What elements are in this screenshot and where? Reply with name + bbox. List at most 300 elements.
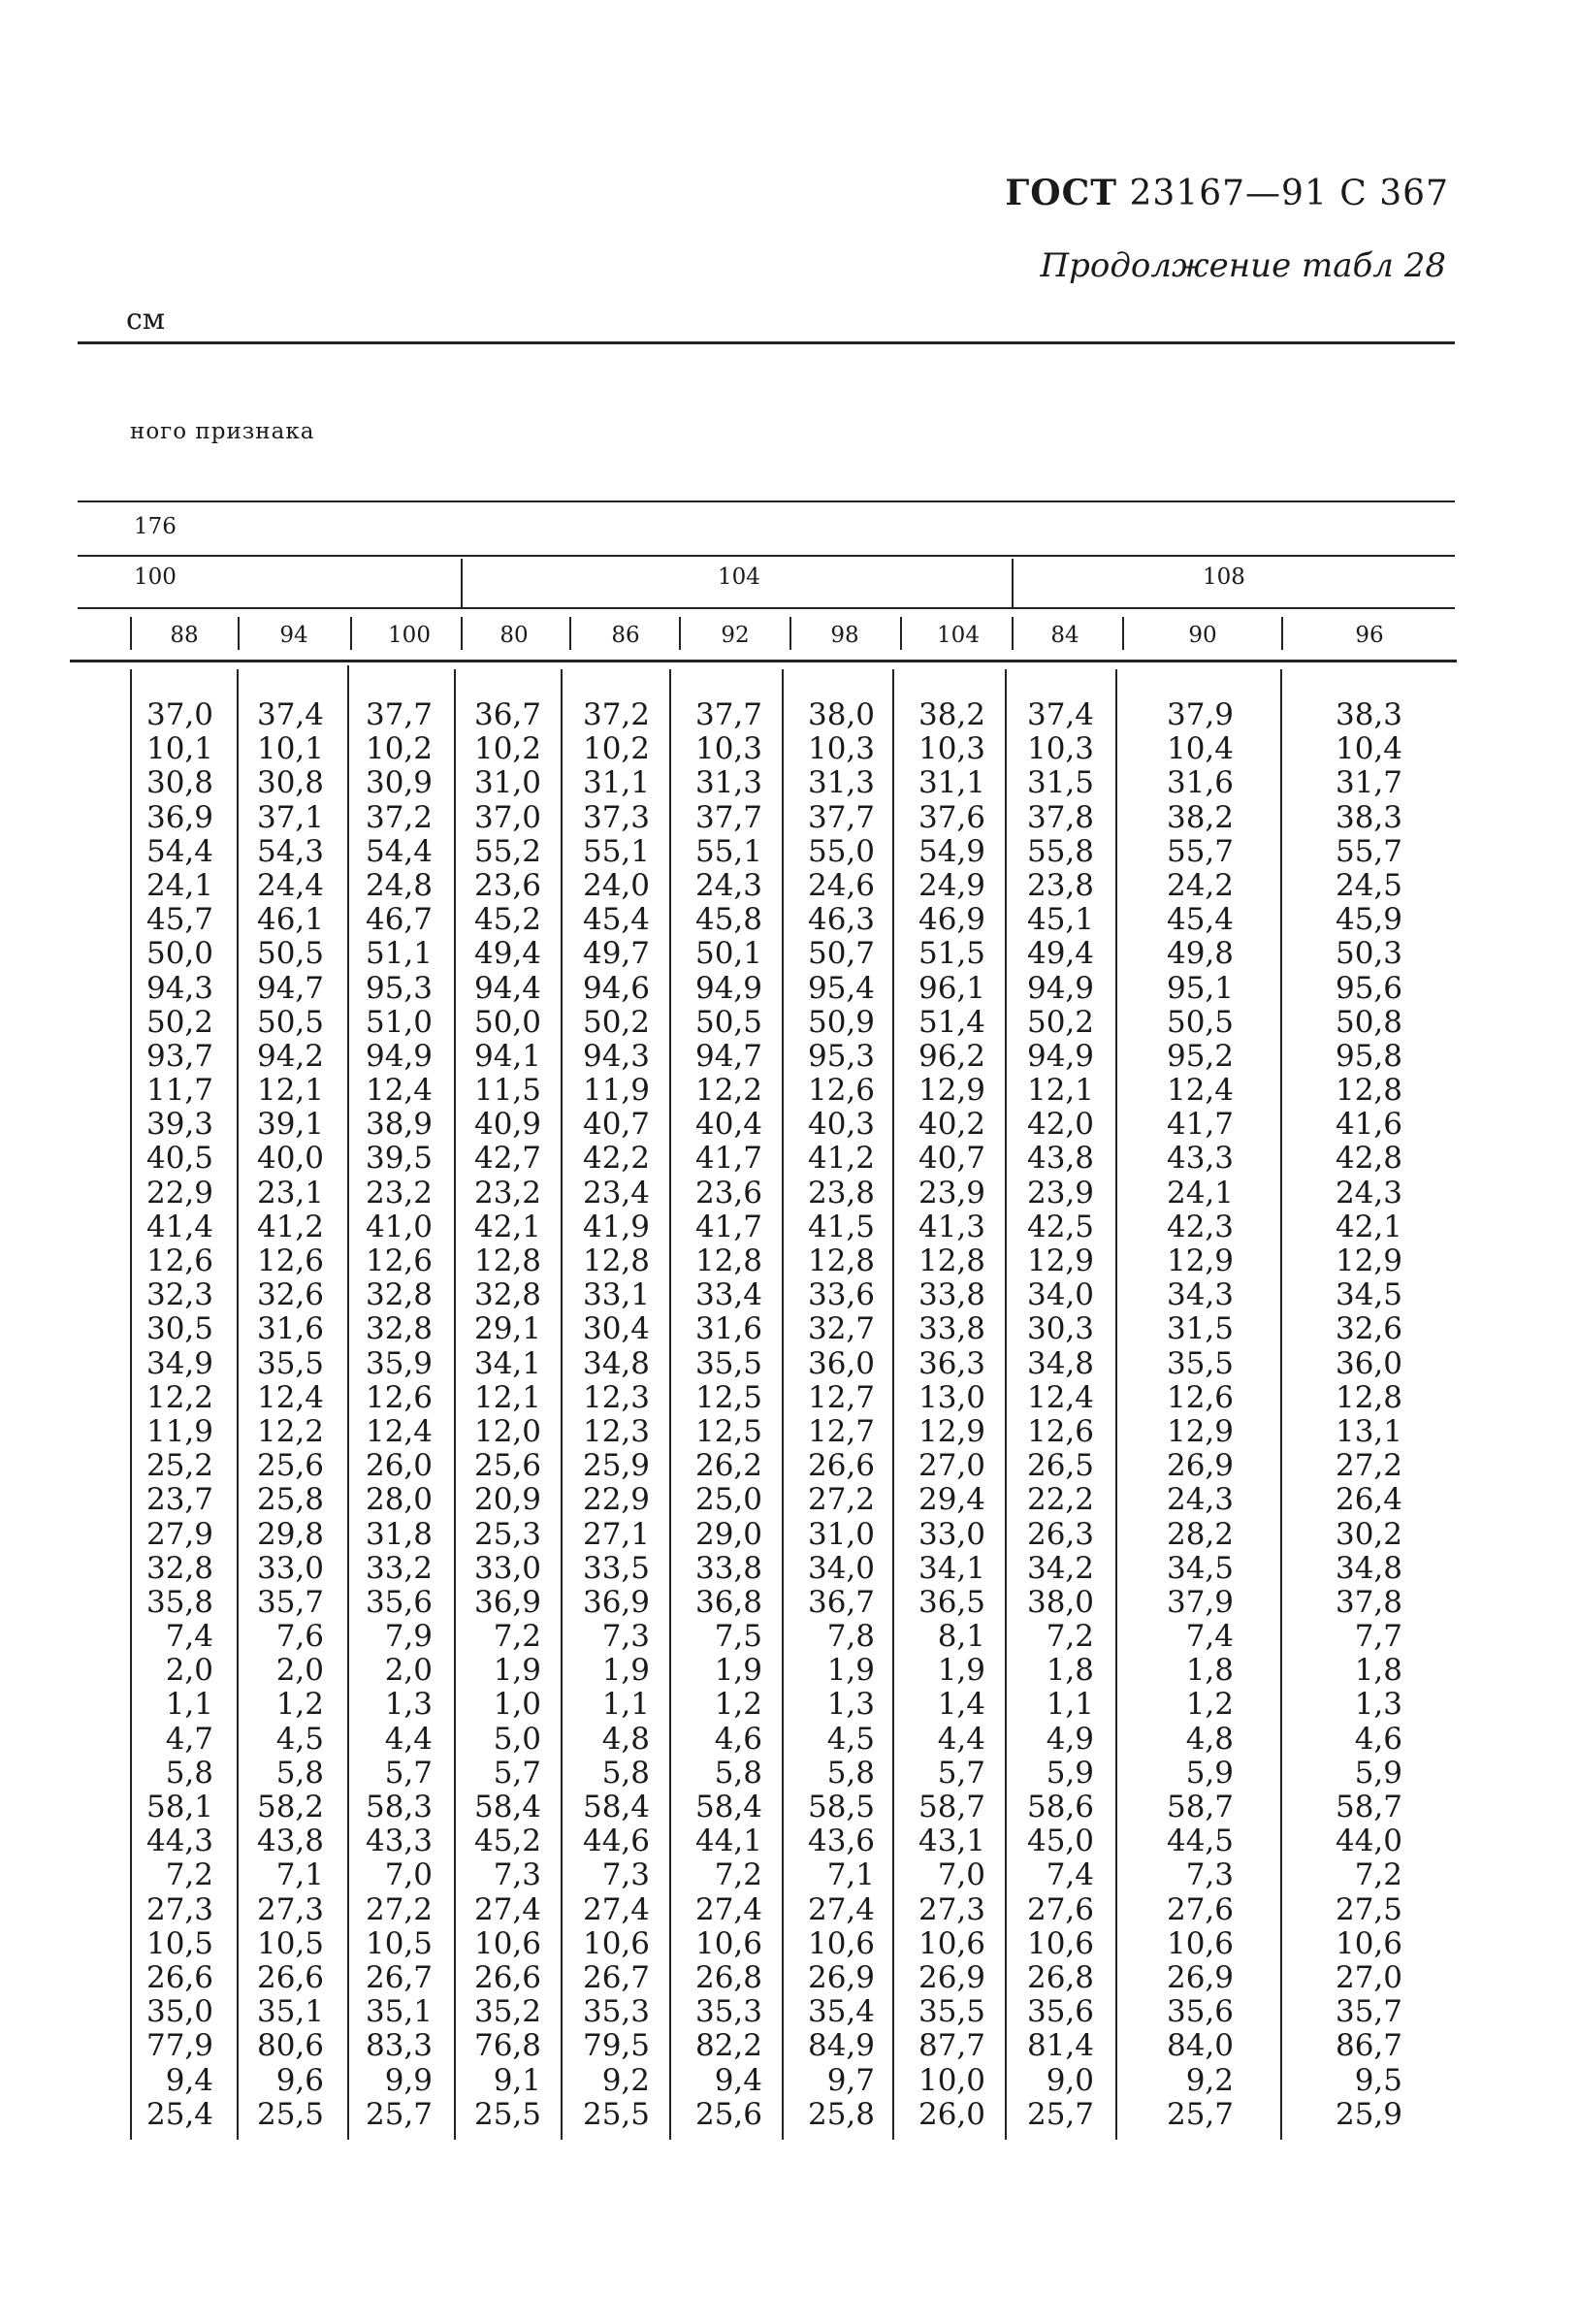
table-cell: 54,9 xyxy=(918,833,985,869)
table-cell: 95,2 xyxy=(1166,1038,1234,1074)
table-cell: 10,3 xyxy=(807,731,875,767)
table-cell: 7,6 xyxy=(275,1619,324,1655)
table-cell: 23,8 xyxy=(1026,867,1094,903)
table-cell: 36,9 xyxy=(473,1584,541,1620)
table-cell: 41,5 xyxy=(807,1209,875,1244)
table-cell: 27,0 xyxy=(918,1448,985,1484)
table-cell: 1,9 xyxy=(493,1653,541,1689)
table-cell: 35,4 xyxy=(807,1994,875,2030)
table-cell: 12,6 xyxy=(365,1243,433,1278)
table-cell: 5,8 xyxy=(165,1755,213,1791)
table-cell: 96,2 xyxy=(918,1038,985,1074)
table-cell: 35,8 xyxy=(145,1584,213,1620)
table-cell: 5,7 xyxy=(384,1755,433,1791)
table-cell: 50,2 xyxy=(145,1004,213,1040)
table-cell: 9,2 xyxy=(1185,2062,1234,2098)
subcol-header-80: 80 xyxy=(499,623,529,648)
table-cell: 5,8 xyxy=(275,1755,324,1791)
table-cell: 4,5 xyxy=(826,1721,875,1757)
table-cell: 95,1 xyxy=(1166,970,1234,1006)
table-cell: 7,3 xyxy=(601,1619,650,1655)
table-cell: 44,0 xyxy=(1335,1824,1402,1859)
data-col-separator xyxy=(1115,669,1117,2140)
table-cell: 9,9 xyxy=(384,2062,433,2098)
subcol-divider xyxy=(238,617,240,650)
table-cell: 43,3 xyxy=(1166,1141,1234,1177)
table-cell: 35,5 xyxy=(694,1345,762,1381)
table-cell: 1,9 xyxy=(714,1653,762,1689)
table-cell: 27,5 xyxy=(1335,1891,1402,1927)
data-col-separator xyxy=(782,669,784,2140)
table-cell: 24,6 xyxy=(807,867,875,903)
table-cell: 12,8 xyxy=(582,1243,650,1278)
table-cell: 26,4 xyxy=(1335,1482,1402,1518)
table-cell: 55,0 xyxy=(807,833,875,869)
table-cell: 25,8 xyxy=(256,1482,324,1518)
table-cell: 54,3 xyxy=(256,833,324,869)
subcol-divider xyxy=(569,617,571,650)
table-cell: 24,9 xyxy=(918,867,985,903)
table-cell: 55,1 xyxy=(694,833,762,869)
table-cell: 26,6 xyxy=(473,1959,541,1995)
table-cell: 41,7 xyxy=(694,1141,762,1177)
table-cell: 1,2 xyxy=(275,1687,324,1723)
table-cell: 42,8 xyxy=(1335,1141,1402,1177)
table-cell: 23,1 xyxy=(256,1175,324,1210)
table-cell: 32,6 xyxy=(256,1277,324,1313)
table-cell: 10,2 xyxy=(365,731,433,767)
table-cell: 50,7 xyxy=(807,936,875,972)
table-cell: 94,1 xyxy=(473,1038,541,1074)
table-cell: 51,0 xyxy=(365,1004,433,1040)
table-cell: 37,4 xyxy=(256,697,324,732)
table-cell: 79,5 xyxy=(582,2028,650,2064)
subcol-divider xyxy=(789,617,791,650)
table-cell: 41,2 xyxy=(256,1209,324,1244)
table-cell: 94,3 xyxy=(145,970,213,1006)
table-cell: 36,3 xyxy=(918,1345,985,1381)
table-cell: 35,9 xyxy=(365,1345,433,1381)
girth-group-108: 108 xyxy=(1203,565,1245,590)
table-cell: 24,5 xyxy=(1335,867,1402,903)
table-cell: 1,2 xyxy=(1185,1687,1234,1723)
table-cell: 32,8 xyxy=(473,1277,541,1313)
subcol-divider xyxy=(679,617,681,650)
table-cell: 2,0 xyxy=(384,1653,433,1689)
table-cell: 37,9 xyxy=(1166,697,1234,732)
table-cell: 94,9 xyxy=(365,1038,433,1074)
table-cell: 12,7 xyxy=(807,1413,875,1449)
table-cell: 38,2 xyxy=(1166,799,1234,835)
table-cell: 43,1 xyxy=(918,1824,985,1859)
table-cell: 9,4 xyxy=(714,2062,762,2098)
table-cell: 38,9 xyxy=(365,1107,433,1143)
table-cell: 27,4 xyxy=(807,1891,875,1927)
data-col-separator xyxy=(454,669,456,2140)
table-cell: 11,9 xyxy=(145,1413,213,1449)
table-cell: 50,5 xyxy=(1166,1004,1234,1040)
table-cell: 58,4 xyxy=(694,1790,762,1824)
table-cell: 12,4 xyxy=(1026,1379,1094,1415)
table-cell: 7,1 xyxy=(826,1857,875,1893)
table-cell: 26,6 xyxy=(807,1448,875,1484)
subcol-header-96: 96 xyxy=(1355,623,1384,648)
table-cell: 36,8 xyxy=(694,1584,762,1620)
table-cell: 36,9 xyxy=(145,799,213,835)
table-cell: 37,3 xyxy=(582,799,650,835)
table-cell: 36,9 xyxy=(582,1584,650,1620)
table-cell: 1,3 xyxy=(1354,1687,1402,1723)
table-cell: 84,9 xyxy=(807,2028,875,2064)
table-cell: 12,4 xyxy=(365,1073,433,1109)
table-cell: 7,2 xyxy=(714,1857,762,1893)
table-cell: 25,7 xyxy=(1026,2096,1094,2132)
data-col-separator xyxy=(347,665,349,2140)
table-cell: 12,4 xyxy=(256,1379,324,1415)
table-cell: 25,9 xyxy=(1335,2096,1402,2132)
table-cell: 42,1 xyxy=(1335,1209,1402,1244)
table-cell: 50,0 xyxy=(473,1004,541,1040)
table-cell: 33,4 xyxy=(694,1277,762,1313)
table-cell: 13,0 xyxy=(918,1379,985,1415)
table-cell: 33,6 xyxy=(807,1277,875,1313)
table-cell: 1,8 xyxy=(1046,1653,1094,1689)
table-cell: 45,2 xyxy=(473,902,541,938)
table-cell: 43,8 xyxy=(256,1824,324,1859)
data-column-104 xyxy=(898,698,985,2132)
table-cell: 1,3 xyxy=(826,1687,875,1723)
table-cell: 10,6 xyxy=(1166,1925,1234,1961)
table-cell: 35,6 xyxy=(1166,1994,1234,2030)
table-cell: 33,8 xyxy=(694,1550,762,1586)
table-cell: 35,6 xyxy=(1026,1994,1094,2030)
table-cell: 7,3 xyxy=(1185,1857,1234,1893)
table-cell: 46,7 xyxy=(365,902,433,938)
table-cell: 49,4 xyxy=(473,936,541,972)
table-cell: 5,9 xyxy=(1185,1755,1234,1791)
table-cell: 50,5 xyxy=(694,1004,762,1040)
table-cell: 4,7 xyxy=(165,1721,213,1757)
table-cell: 31,5 xyxy=(1026,765,1094,801)
table-cell: 25,0 xyxy=(694,1482,762,1518)
table-cell: 12,1 xyxy=(473,1379,541,1415)
data-column-90 xyxy=(1121,698,1234,2132)
table-cell: 36,7 xyxy=(807,1584,875,1620)
table-cell: 24,3 xyxy=(694,867,762,903)
subcol-header-92: 92 xyxy=(721,623,750,648)
table-cell: 7,7 xyxy=(1354,1619,1402,1655)
table-cell: 7,2 xyxy=(1046,1619,1094,1655)
table-cell: 10,6 xyxy=(918,1925,985,1961)
table-cell: 24,2 xyxy=(1166,867,1234,903)
table-cell: 4,4 xyxy=(384,1721,433,1757)
table-cell: 30,3 xyxy=(1026,1311,1094,1347)
table-cell: 29,4 xyxy=(918,1482,985,1518)
table-cell: 41,6 xyxy=(1335,1107,1402,1143)
table-cell: 43,8 xyxy=(1026,1141,1094,1177)
table-cell: 50,8 xyxy=(1335,1004,1402,1040)
data-column-96 xyxy=(1286,698,1402,2132)
table-cell: 12,8 xyxy=(807,1243,875,1278)
table-cell: 4,6 xyxy=(714,1721,762,1757)
subcol-header-98: 98 xyxy=(830,623,859,648)
table-cell: 83,3 xyxy=(365,2028,433,2064)
table-cell: 32,8 xyxy=(365,1311,433,1347)
table-cell: 12,6 xyxy=(256,1243,324,1278)
data-column-100 xyxy=(353,698,433,2132)
table-cell: 7,8 xyxy=(826,1619,875,1655)
table-cell: 2,0 xyxy=(275,1653,324,1689)
table-cell: 12,3 xyxy=(582,1413,650,1449)
table-cell: 4,5 xyxy=(275,1721,324,1757)
table-cell: 5,8 xyxy=(601,1755,650,1791)
table-cell: 40,7 xyxy=(918,1141,985,1177)
table-cell: 25,9 xyxy=(582,1448,650,1484)
table-cell: 32,8 xyxy=(365,1277,433,1313)
table-cell: 23,2 xyxy=(473,1175,541,1210)
data-col-separator xyxy=(669,669,671,2140)
table-cell: 35,7 xyxy=(256,1584,324,1620)
table-cell: 35,1 xyxy=(365,1994,433,2030)
table-cell: 27,3 xyxy=(918,1891,985,1927)
table-cell: 27,9 xyxy=(145,1516,213,1552)
table-cell: 12,6 xyxy=(807,1073,875,1109)
table-cell: 35,5 xyxy=(918,1994,985,2030)
table-cell: 55,2 xyxy=(473,833,541,869)
girth-group-100: 100 xyxy=(134,565,177,590)
girth-group-104: 104 xyxy=(718,565,760,590)
data-col-separator xyxy=(237,669,239,2140)
table-cell: 87,7 xyxy=(918,2028,985,2064)
table-cell: 32,8 xyxy=(145,1550,213,1586)
data-column-86 xyxy=(566,698,650,2132)
data-column-98 xyxy=(788,698,875,2132)
page-header xyxy=(1005,173,1449,213)
table-cell: 31,6 xyxy=(1166,765,1234,801)
table-cell: 26,0 xyxy=(918,2096,985,2132)
table-cell: 26,0 xyxy=(365,1448,433,1484)
table-cell: 84,0 xyxy=(1166,2028,1234,2064)
subcol-header-94: 94 xyxy=(279,623,308,648)
table-cell: 54,4 xyxy=(145,833,213,869)
table-cell: 12,1 xyxy=(1026,1073,1094,1109)
table-cell: 34,0 xyxy=(807,1550,875,1586)
table-cell: 33,0 xyxy=(256,1550,324,1586)
table-cell: 34,8 xyxy=(1026,1345,1094,1381)
table-cell: 34,1 xyxy=(918,1550,985,1586)
table-cell: 41,2 xyxy=(807,1141,875,1177)
table-cell: 37,6 xyxy=(918,799,985,835)
table-cell: 94,3 xyxy=(582,1038,650,1074)
table-cell: 12,4 xyxy=(365,1413,433,1449)
table-cell: 39,5 xyxy=(365,1141,433,1177)
table-cell: 12,2 xyxy=(256,1413,324,1449)
table-cell: 12,9 xyxy=(918,1073,985,1109)
table-cell: 10,5 xyxy=(145,1925,213,1961)
table-cell: 27,4 xyxy=(582,1891,650,1927)
subcol-divider xyxy=(1122,617,1124,650)
table-cell: 40,5 xyxy=(145,1141,213,1177)
table-cell: 27,2 xyxy=(365,1891,433,1927)
table-cell: 27,3 xyxy=(256,1891,324,1927)
table-cell: 27,2 xyxy=(807,1482,875,1518)
table-cell: 45,8 xyxy=(694,902,762,938)
subcol-divider xyxy=(461,617,463,650)
top-rule xyxy=(78,341,1455,344)
table-cell: 58,7 xyxy=(918,1790,985,1824)
table-cell: 55,7 xyxy=(1166,833,1234,869)
table-cell: 95,6 xyxy=(1335,970,1402,1006)
table-cell: 32,6 xyxy=(1335,1311,1402,1347)
table-cell: 11,7 xyxy=(145,1073,213,1109)
table-cell: 40,4 xyxy=(694,1107,762,1143)
table-cell: 33,8 xyxy=(918,1277,985,1313)
table-cell: 7,3 xyxy=(601,1857,650,1893)
table-cell: 50,1 xyxy=(694,936,762,972)
table-cell: 7,4 xyxy=(1046,1857,1094,1893)
table-cell: 12,8 xyxy=(918,1243,985,1278)
table-cell: 31,7 xyxy=(1335,765,1402,801)
table-cell: 20,9 xyxy=(473,1482,541,1518)
table-cell: 29,0 xyxy=(694,1516,762,1552)
table-cell: 7,9 xyxy=(384,1619,433,1655)
table-cell: 95,4 xyxy=(807,970,875,1006)
table-cell: 33,0 xyxy=(473,1550,541,1586)
table-cell: 76,8 xyxy=(473,2028,541,2064)
table-cell: 7,2 xyxy=(165,1857,213,1893)
table-cell: 10,6 xyxy=(694,1925,762,1961)
table-cell: 34,9 xyxy=(145,1345,213,1381)
table-cell: 27,6 xyxy=(1026,1891,1094,1927)
table-cell: 94,7 xyxy=(694,1038,762,1074)
table-cell: 31,1 xyxy=(918,765,985,801)
table-cell: 58,5 xyxy=(807,1790,875,1824)
table-cell: 10,6 xyxy=(807,1925,875,1961)
table-cell: 34,1 xyxy=(473,1345,541,1381)
subcol-divider xyxy=(1281,617,1283,650)
table-cell: 27,1 xyxy=(582,1516,650,1552)
table-cell: 25,4 xyxy=(145,2096,213,2132)
table-cell: 82,2 xyxy=(694,2028,762,2064)
data-col-separator xyxy=(1280,669,1282,2140)
table-cell: 95,8 xyxy=(1335,1038,1402,1074)
table-cell: 29,8 xyxy=(256,1516,324,1552)
table-cell: 36,7 xyxy=(473,697,541,732)
subcol-header-90: 90 xyxy=(1188,623,1217,648)
header-rule-1 xyxy=(78,500,1455,502)
data-col-separator xyxy=(130,669,132,2140)
height-label: 176 xyxy=(134,514,177,539)
table-cell: 10,4 xyxy=(1335,731,1402,767)
table-cell: 27,4 xyxy=(694,1891,762,1927)
table-cell: 58,7 xyxy=(1166,1790,1234,1824)
table-cell: 28,2 xyxy=(1166,1516,1234,1552)
table-cell: 5,0 xyxy=(493,1721,541,1757)
table-cell: 23,6 xyxy=(473,867,541,903)
table-cell: 9,6 xyxy=(275,2062,324,2098)
data-col-separator xyxy=(1005,669,1007,2140)
table-cell: 31,6 xyxy=(694,1311,762,1347)
table-cell: 10,6 xyxy=(1335,1925,1402,1961)
table-cell: 31,3 xyxy=(807,765,875,801)
table-cell: 46,1 xyxy=(256,902,324,938)
table-cell: 37,7 xyxy=(807,799,875,835)
table-cell: 34,8 xyxy=(582,1345,650,1381)
table-cell: 26,9 xyxy=(807,1959,875,1995)
table-cell: 7,0 xyxy=(384,1857,433,1893)
table-cell: 10,3 xyxy=(694,731,762,767)
table-cell: 25,5 xyxy=(473,2096,541,2132)
table-cell: 36,0 xyxy=(807,1345,875,1381)
table-cell: 41,9 xyxy=(582,1209,650,1244)
table-cell: 27,4 xyxy=(473,1891,541,1927)
table-cell: 42,0 xyxy=(1026,1107,1094,1143)
table-cell: 7,2 xyxy=(493,1619,541,1655)
table-cell: 12,5 xyxy=(694,1413,762,1449)
unit-label: см xyxy=(126,303,166,337)
table-cell: 12,4 xyxy=(1166,1073,1234,1109)
table-cell: 26,9 xyxy=(918,1959,985,1995)
table-cell: 26,6 xyxy=(145,1959,213,1995)
table-cell: 96,1 xyxy=(918,970,985,1006)
table-cell: 41,7 xyxy=(1166,1107,1234,1143)
table-cell: 49,7 xyxy=(582,936,650,972)
table-cell: 50,5 xyxy=(256,936,324,972)
table-cell: 25,7 xyxy=(1166,2096,1234,2132)
table-cell: 40,3 xyxy=(807,1107,875,1143)
table-cell: 94,9 xyxy=(1026,970,1094,1006)
table-cell: 41,3 xyxy=(918,1209,985,1244)
table-cell: 5,9 xyxy=(1354,1755,1402,1791)
table-cell: 4,8 xyxy=(1185,1721,1234,1757)
table-cell: 30,4 xyxy=(582,1311,650,1347)
table-cell: 35,3 xyxy=(582,1994,650,2030)
table-cell: 1,8 xyxy=(1354,1653,1402,1689)
table-cell: 7,1 xyxy=(275,1857,324,1893)
table-cell: 12,9 xyxy=(1026,1243,1094,1278)
table-cell: 43,3 xyxy=(365,1824,433,1859)
table-cell: 10,1 xyxy=(145,731,213,767)
subcol-divider xyxy=(900,617,902,650)
data-column-94 xyxy=(242,698,324,2132)
subcol-header-84: 84 xyxy=(1050,623,1079,648)
table-cell: 33,2 xyxy=(365,1550,433,1586)
table-cell: 95,3 xyxy=(365,970,433,1006)
table-cell: 7,2 xyxy=(1354,1857,1402,1893)
table-cell: 45,4 xyxy=(582,902,650,938)
table-cell: 11,9 xyxy=(582,1073,650,1109)
table-cell: 26,2 xyxy=(694,1448,762,1484)
table-cell: 35,5 xyxy=(1166,1345,1234,1381)
table-cell: 7,0 xyxy=(937,1857,985,1893)
table-cell: 40,7 xyxy=(582,1107,650,1143)
table-cell: 37,9 xyxy=(1166,1584,1234,1620)
table-cell: 13,1 xyxy=(1335,1413,1402,1449)
table-cell: 58,2 xyxy=(256,1790,324,1824)
gost-label: ГОСТ xyxy=(1005,173,1118,213)
table-cell: 4,8 xyxy=(601,1721,650,1757)
table-cell: 12,6 xyxy=(1166,1379,1234,1415)
table-cell: 51,5 xyxy=(918,936,985,972)
table-cell: 1,0 xyxy=(493,1687,541,1723)
table-cell: 1,1 xyxy=(165,1687,213,1723)
subcol-header-86: 86 xyxy=(611,623,640,648)
table-cell: 38,3 xyxy=(1335,697,1402,732)
table-cell: 1,1 xyxy=(1046,1687,1094,1723)
table-cell: 38,0 xyxy=(1026,1584,1094,1620)
table-cell: 12,0 xyxy=(473,1413,541,1449)
table-cell: 12,6 xyxy=(365,1379,433,1415)
